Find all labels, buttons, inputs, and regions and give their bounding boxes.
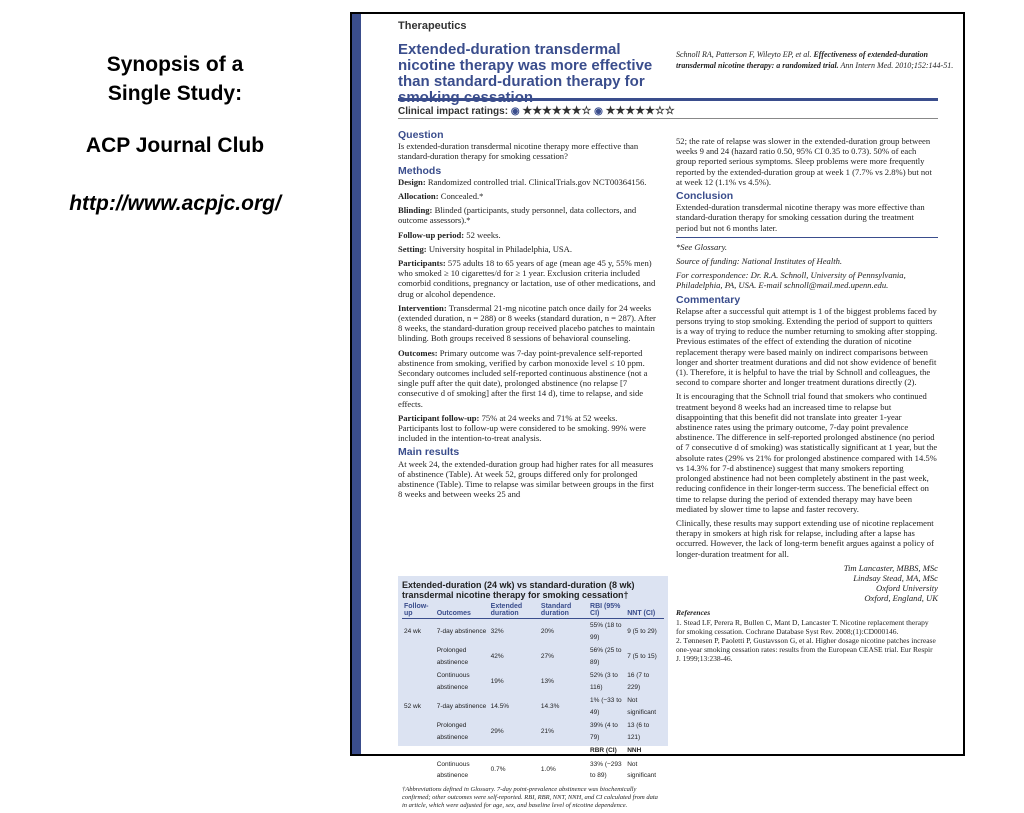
article-content: [398, 20, 958, 809]
main-results-text: At week 24, the extended-duration group had higher rates for all measures of abstinence (Table). At week 52, groups differed only for prolonged abstinence (Table). Time to relapse was similar between groups in the first 8 weeks and between weeks 25 and: [398, 458, 654, 500]
followup-para: Follow-up period: 52 weeks.: [398, 229, 501, 240]
table-row: [402, 644, 664, 669]
left-column: [398, 126, 660, 504]
table-cell: [539, 744, 588, 758]
table-cell: 52% (3 to 116): [590, 672, 618, 691]
commentary-p1: Relapse after a successful quit attempt is 1 of the biggest problems faced by persons trying to stop smoking. Extending the period of support to quitters is a way of trying to reduce the number returning to smoking after stopping. Previous estimates of the effect of extending the duration of nicotine replacement therapy were based mainly on indirect comparisons between longer and shorter treatment durations and did not show evidence of benefit (1). Therefore, it is helpful to have the trial by Schnoll and colleagues, the second to compare shorter and longer treatment durations directly (2).: [676, 305, 938, 388]
question-heading: Question: [398, 129, 444, 141]
table-cell: Continuous abstinence: [436, 672, 470, 691]
references-heading: References: [676, 607, 711, 617]
table-cell: 7-day abstinence: [436, 702, 487, 710]
table-cell: Prolonged abstinence: [436, 647, 469, 666]
signature-line: Oxford, England, UK: [864, 593, 938, 604]
conclusion-heading: Conclusion: [676, 190, 734, 203]
table-cell: 7 (5 to 15): [627, 652, 657, 660]
commentary-p2: It is encouraging that the Schnoll trial found that smokers who continued treatment beyond 8 weeks had an increased time to relapse but disappointing that this benefit did not translate into greater 1-year abstinence rates using the primary outcome, 7-day point prevalence abstinence. The difference in self-reported prolonged abstinence (no period of 7 consecutive d of smoking) was statistically significant at 1 year, but the absolute rates (29% vs 21% for prolonged abstinence compared with 14.5% vs 14.3% for 7-d abstinence) suggest that many smokers reporting prolonged abstinence had not been completely abstinent in the past week, reducing confidence in their longer-term success. The beneficial effect on time to relapse during the period of extended therapy may have been mediated by slower time to lapse and faster recovery.: [676, 391, 938, 514]
table-header: Standard duration: [539, 602, 588, 619]
table-cell: 9 (5 to 29): [627, 627, 657, 635]
table-cell: Not significant: [627, 697, 657, 716]
results-table-box: [398, 576, 668, 809]
allocation-para: Allocation: Concealed.*: [398, 191, 484, 202]
section-label: Therapeutics: [398, 20, 467, 32]
table-cell: 13%: [540, 677, 554, 685]
table-cell: Continuous abstinence: [436, 760, 470, 779]
article-title: Extended-duration transdermal nicotine therapy was more effective than standard-duration therapy for: [398, 41, 653, 90]
clinical-impact-label: Clinical impact ratings:: [398, 106, 509, 117]
table-cell: 7-day abstinence: [436, 627, 487, 635]
table-row: [402, 619, 664, 645]
results-table: [402, 602, 664, 783]
table-cell: 13 (6 to 121): [627, 722, 650, 741]
table-header: Follow-up: [402, 602, 435, 619]
table-cell: Not significant: [627, 760, 657, 779]
title-rule: [398, 98, 938, 101]
methods-heading: Methods: [398, 164, 442, 177]
correspondence-note: For correspondence: Dr. R.A. Schnoll, University of Pennsylvania, Philadelphia, PA, USA. E-mail schnoll@mail.med.upenn.edu.: [676, 270, 906, 291]
outcomes-para: Outcomes: Primary outcome was 7-day point-prevalence self-reported abstinence from smoking, verified by carbon monoxide level ≤ 10 ppm. Secondary outcomes included self-reported continuous abstinence (not a single puff after the quit date), prolonged abstinence (no relapse [7 consecutive d of smoking] after the first 14 d), time to relapse, and side effects.: [398, 347, 648, 409]
rating-stars-1: ★★★★★★☆: [522, 105, 592, 117]
right-column: [676, 136, 938, 663]
question-text: Is extended-duration transdermal nicotine therapy more effective than standard-duration therapy for smoking cessation?: [398, 141, 639, 162]
citation: [676, 50, 956, 71]
table-cell: 56% (25 to 89): [590, 647, 622, 666]
rating-stars-2: ★★★★★☆☆: [605, 105, 675, 117]
table-header: Extended duration: [489, 602, 539, 619]
table-row: [402, 744, 664, 758]
left-line-3: ACP Journal Club: [85, 134, 265, 157]
signature-line: Oxford University: [876, 583, 938, 594]
acpjc-url-link[interactable]: http://www.acpjc.org/: [69, 192, 281, 215]
reference-item: 1. Stead LF, Perera R, Bullen C, Mant D, Lancaster T. Nicotine replacement therapy for smoking cessation. Cochrane Database Syst Rev. 2008;(1):CD000146.: [676, 617, 929, 636]
clinical-impact-ratings: [398, 104, 938, 117]
funding-note: Source of funding: National Institutes of Health.: [676, 256, 843, 267]
table-cell: [402, 758, 435, 783]
table-cell: NNH: [627, 747, 642, 754]
table-cell: 14.5%: [490, 702, 510, 710]
glossary-note: *See Glossary.: [676, 241, 728, 252]
table-cell: 16 (7 to 229): [627, 672, 650, 691]
table-cell: RBR (CI): [590, 747, 617, 754]
reference-item: 2. Tønnesen P, Paoletti P, Gustavsson G, et al. Higher dosage nicotine patches increase one-year smoking cessation rates: results from the European CEASE trial. Eur Respir J. 1999;13:238-46.: [676, 635, 936, 663]
table-cell: 20%: [540, 627, 554, 635]
table-header: Outcomes: [435, 602, 489, 619]
conclusion-text: Extended-duration transdermal nicotine therapy was more effective than standard-duration therapy for smoking cessation during the treatment period but not 6 months later.: [676, 202, 925, 233]
table-header: RBI (95% CI): [588, 602, 625, 619]
table-cell: 32%: [490, 627, 504, 635]
table-cell: 39% (4 to 79): [590, 722, 618, 741]
table-footnote: †Abbreviations defined in Glossary. 7-day point-prevalence abstinence was biochemically confirmed; other outcomes were self-reported. RBI, RBR, NNT, NNH, and CI calculated from data in article, which were adjusted for age, sex, and baseline level of nicotine dependence.: [402, 785, 658, 809]
table-cell: 29%: [490, 727, 504, 735]
table-row: [402, 758, 664, 783]
signature-line: Tim Lancaster, MBBS, MSc: [843, 562, 938, 573]
rating-icon-2: ◉: [594, 106, 603, 117]
signature-line: Lindsay Stead, MA, MSc: [853, 572, 938, 583]
setting-para: Setting: University hospital in Philadelphia, USA.: [398, 243, 573, 254]
left-line-1: Synopsis of a: [106, 53, 244, 76]
intervention-para: Intervention: Transdermal 21-mg nicotine patch once daily for 24 weeks (extended duration, n = 288) or 8 weeks (standard duration, n = 287). After 8 weeks, the standard-duration group received placebo patches to maintain blinding. Both groups received 8 sessions of behavioral counseling.: [398, 302, 656, 344]
table-cell: 27%: [540, 652, 554, 660]
table-row: [402, 694, 664, 719]
table-header: NNT (CI): [625, 602, 664, 619]
table-cell: 55% (18 to 99): [590, 622, 622, 641]
table-cell: 19%: [490, 677, 504, 685]
table-cell: 1.0%: [540, 766, 556, 774]
left-line-2: Single Study:: [107, 82, 243, 105]
ratings-rule: [398, 118, 938, 119]
table-cell: 33% (−293 to 89): [590, 760, 622, 779]
article-page: [350, 12, 965, 809]
table-row: [402, 719, 664, 744]
citation-authors: Schnoll RA, Patterson F, Wileyto EP, et al.: [676, 50, 812, 59]
rating-icon-1: ◉: [510, 106, 520, 117]
blinding-para: Blinding: Blinded (participants, study personnel, data collectors, and outcome assessors).*: [398, 205, 637, 226]
table-cell: Prolonged abstinence: [436, 722, 469, 741]
table-cell: 21%: [540, 727, 554, 735]
signature-block: [676, 563, 938, 604]
participants-para: Participants: 575 adults 18 to 65 years of age (mean age 45 y, 55% men) who smoked ≥ 10 cigarettes/d for ≥ 1 year. Exclusion criteria included comorbid conditions, pregnancy or lactation, use of other medications, and drug or alcohol dependence.: [398, 258, 656, 299]
table-cell: [402, 644, 435, 669]
table-cell: 1% (−33 to 49): [590, 697, 622, 716]
table-cell: [402, 744, 435, 758]
table-cell: [489, 744, 539, 758]
table-cell: 42%: [490, 652, 504, 660]
table-title: Extended-duration (24 wk) vs standard-duration (8 wk) transdermal nicotine therapy for smoking cessation†: [402, 580, 635, 600]
left-panel: [0, 50, 350, 216]
participant-followup-para: Participant follow-up: 75% at 24 weeks and 71% at 52 weeks. Participants lost to follow-up were considered to be smoking. 99% were included in the intention-to-treat analysis.: [398, 412, 646, 444]
commentary-p3: Clinically, these results may support extending use of nicotine replacement therapy in smokers at high risk for relapse, including after a lapse has occurred. However, the lack of long-term benefit argues against a policy of longer-duration treatment for all.: [676, 517, 934, 559]
results-continued: 52; the rate of relapse was slower in the extended-duration group between weeks 9 and 24 (hazard ratio 0.50, 95% CI 0.35 to 0.73). 50% of each group reported serious symptoms. Sleep problems were more frequently reported by the extended-duration group at week 1 (7.7% vs 2.8%) but not at week 12 (1.1% vs 4.5%).: [676, 136, 932, 187]
table-cell: [402, 669, 435, 694]
citation-article: Effectiveness of extended-duration transdermal nicotine therapy: a randomized trial.: [676, 50, 928, 70]
article-side-band: [352, 14, 361, 754]
main-results-heading: Main results: [398, 446, 460, 459]
table-cell: 24 wk: [404, 627, 421, 635]
table-cell: 0.7%: [490, 766, 506, 774]
commentary-heading: Commentary: [676, 293, 741, 306]
conclusion-rule: [676, 237, 938, 238]
citation-journal: Ann Intern Med. 2010;152:144-51.: [840, 60, 954, 70]
table-row: [402, 669, 664, 694]
table-cell: [402, 719, 435, 744]
table-cell: [435, 744, 489, 758]
table-cell: 14.3%: [540, 702, 560, 710]
design-para: Design: Randomized controlled trial. ClinicalTrials.gov NCT00364156.: [398, 176, 647, 187]
table-cell: 52 wk: [404, 702, 421, 710]
